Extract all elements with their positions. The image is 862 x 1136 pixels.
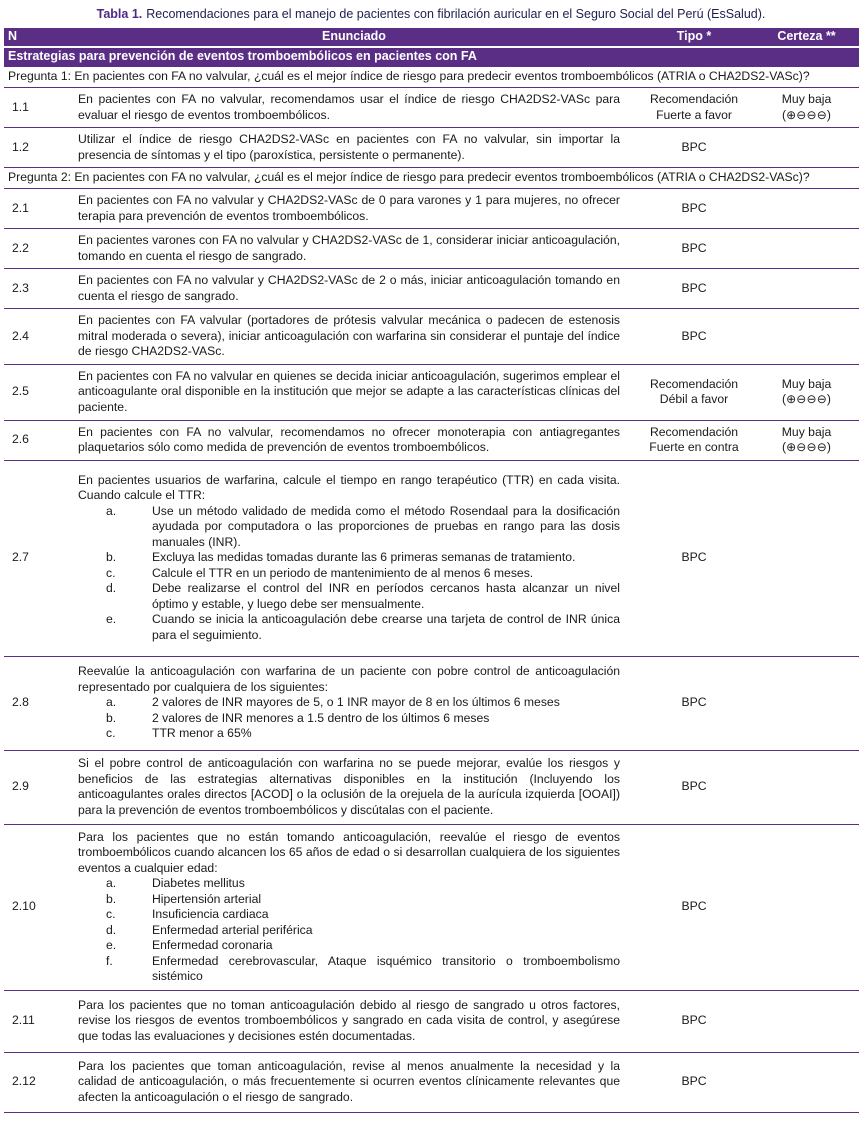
section-row — [4, 47, 859, 67]
list-text: Diabetes mellitus — [152, 876, 245, 890]
row-tipo: BPC — [634, 460, 754, 656]
row-statement — [74, 460, 634, 656]
row-number: 2.2 — [4, 229, 74, 269]
list-text: Enfermedad cerebrovascular, Ataque isquémico transitorio o tromboembolismo sistémico — [152, 953, 620, 983]
row-number: 2.7 — [4, 460, 74, 656]
list-item — [78, 876, 620, 892]
row-statement — [74, 824, 634, 990]
question-2: Pregunta 2: En pacientes con FA no valvular, ¿cuál es el mejor índice de riesgo para predecir eventos tromboembólicos (ATRIA o CHA2DS2-VASc)? — [4, 168, 859, 189]
row-certeza — [754, 990, 859, 1052]
tipo-line-2: Fuerte en contra — [649, 440, 739, 454]
table-row — [4, 1052, 859, 1112]
row-certeza — [754, 750, 859, 824]
row-number: 2.12 — [4, 1052, 74, 1112]
list-item — [78, 726, 620, 742]
section-title: Estrategias para prevención de eventos tromboembólicos en pacientes con FA — [4, 47, 859, 67]
table-row — [4, 460, 859, 656]
recommendations-table — [4, 28, 859, 1113]
list-marker: e. — [106, 612, 117, 627]
row-tipo: BPC — [634, 750, 754, 824]
row-certeza — [754, 656, 859, 750]
header-n: N — [4, 28, 74, 47]
row-number: 2.9 — [4, 750, 74, 824]
list-item — [78, 938, 620, 954]
row-number: 2.11 — [4, 990, 74, 1052]
tipo-line-2: Débil a favor — [659, 392, 729, 406]
statement-list — [78, 504, 620, 644]
row-tipo — [634, 88, 754, 128]
row-tipo: BPC — [634, 309, 754, 365]
list-text: Hipertensión arterial — [152, 891, 262, 906]
list-text: Enfermedad arterial periférica — [152, 922, 313, 937]
tipo-line-1: Recomendación — [649, 92, 739, 106]
list-text: TTR menor a 65% — [152, 726, 252, 741]
row-certeza — [754, 128, 859, 168]
list-marker: e. — [106, 938, 117, 952]
row-statement: Para los pacientes que no toman anticoagulación debido al riesgo de sangrado u otros factores, revise los riesgos de eventos tromboembólicos y sangrado en cada visita de control, y asegúrese que todas las evaluaciones y decisiones estén documentadas. — [74, 990, 634, 1052]
row-number: 2.8 — [4, 656, 74, 750]
row-number: 2.5 — [4, 364, 74, 420]
row-number: 1.2 — [4, 128, 74, 168]
table-row — [4, 269, 859, 309]
row-number: 2.4 — [4, 309, 74, 365]
row-certeza — [754, 1052, 859, 1112]
list-marker: d. — [106, 581, 117, 596]
certeza-line-2: (⊕⊖⊖⊖) — [782, 392, 831, 406]
row-number: 2.10 — [4, 824, 74, 990]
row-tipo: BPC — [634, 189, 754, 229]
row-statement: En pacientes con FA no valvular, recomendamos usar el índice de riesgo CHA2DS2-VASc para evaluar el riesgo de eventos tromboembólicos. — [74, 88, 634, 128]
header-row — [4, 28, 859, 47]
list-text: Cuando se inicia la anticoagulación debe crearse una tarjeta de control de INR única para el seguimiento. — [152, 612, 620, 642]
statement-list — [78, 876, 620, 985]
certeza-line-2: (⊕⊖⊖⊖) — [782, 107, 831, 122]
table-row — [4, 824, 859, 990]
header-certeza: Certeza ** — [754, 28, 859, 47]
row-certeza — [754, 309, 859, 365]
row-tipo: BPC — [634, 824, 754, 990]
list-text: Enfermedad coronaria — [152, 938, 273, 952]
list-item — [78, 711, 620, 727]
list-text: Excluya las medidas tomadas durante las 6 primeras semanas de tratamiento. — [152, 550, 576, 565]
row-tipo — [634, 364, 754, 420]
list-text: Debe realizarse el control del INR en períodos cercanos hasta alcanzar un nivel óptimo y estable, y luego debe ser mensualmente. — [152, 581, 620, 611]
list-marker: d. — [106, 922, 117, 937]
row-statement: En pacientes con FA no valvular y CHA2DS2-VASc de 0 para varones y 1 para mujeres, no ofrecer terapia para prevención de eventos tromboembólicos. — [74, 189, 634, 229]
table-row — [4, 128, 859, 168]
list-item — [78, 695, 620, 711]
row-statement: En pacientes varones con FA no valvular y CHA2DS2-VASc de 1, considerar iniciar anticoagulación, tomando en cuenta el riesgo de sangrado. — [74, 229, 634, 269]
row-statement: En pacientes con FA no valvular y CHA2DS2-VASc de 2 o más, iniciar anticoagulación tomando en cuenta el riesgo de sangrado. — [74, 269, 634, 309]
list-item — [78, 566, 620, 582]
list-marker: b. — [106, 891, 117, 906]
table-row — [4, 420, 859, 460]
row-certeza — [754, 364, 859, 420]
list-text: Insuficiencia cardiaca — [152, 907, 269, 921]
row-statement: En pacientes con FA no valvular en quienes se decida iniciar anticoagulación, sugerimos emplear el anticoagulante oral disponible en la institución que mejor se adapte a las características clínicas del paciente. — [74, 364, 634, 420]
table-row — [4, 189, 859, 229]
row-certeza — [754, 269, 859, 309]
list-marker: c. — [106, 726, 116, 741]
caption-text: Recomendaciones para el manejo de pacientes con fibrilación auricular en el Seguro Social del Perú (EsSalud). — [146, 7, 766, 21]
row-certeza — [754, 229, 859, 269]
row-tipo — [634, 420, 754, 460]
table-row — [4, 990, 859, 1052]
header-tipo: Tipo * — [634, 28, 754, 47]
list-item — [78, 581, 620, 612]
row-number: 2.1 — [4, 189, 74, 229]
tipo-line-2: Fuerte a favor — [656, 107, 732, 122]
table-row — [4, 656, 859, 750]
row-tipo: BPC — [634, 229, 754, 269]
statement-intro: En pacientes usuarios de warfarina, calcule el tiempo en rango terapéutico (TTR) en cada visita. Cuando calcule el TTR: — [78, 472, 620, 503]
row-certeza — [754, 189, 859, 229]
list-item — [78, 504, 620, 551]
list-item — [78, 550, 620, 566]
question-row — [4, 67, 859, 88]
row-statement: Para los pacientes que toman anticoagulación, revise al menos anualmente la necesidad y la calidad de anticoagulación, o más frecuentemente si ocurren eventos clínicamente relevantes que afecten la anticoagulación o el riesgo de sangrado. — [74, 1052, 634, 1112]
list-marker: a. — [106, 695, 117, 710]
list-item — [78, 612, 620, 643]
list-text: Calcule el TTR en un periodo de mantenimiento de al menos 6 meses. — [152, 565, 534, 580]
list-item — [78, 907, 620, 923]
row-tipo: BPC — [634, 1052, 754, 1112]
row-tipo: BPC — [634, 269, 754, 309]
row-statement: En pacientes con FA no valvular, recomendamos no ofrecer monoterapia con antiagregantes plaquetarios sólo como medida de prevención de eventos tromboembólicos. — [74, 420, 634, 460]
row-tipo: BPC — [634, 128, 754, 168]
list-item — [78, 923, 620, 939]
row-certeza — [754, 88, 859, 128]
statement-intro: Para los pacientes que no están tomando anticoagulación, reevalúe el riesgo de eventos tromboembólicos cuando alcancen los 65 años de edad o si desarrollan cualquiera de los siguientes eventos a cualquier edad: — [78, 829, 620, 875]
row-number: 2.6 — [4, 420, 74, 460]
table-row — [4, 364, 859, 420]
row-certeza — [754, 460, 859, 656]
list-text: Use un método validado de medida como el método Rosendaal para la dosificación ayudada por computadora o las proporciones de pruebas en rango para las dosis manuales (INR). — [152, 503, 620, 549]
list-marker: a. — [106, 876, 117, 890]
table-row — [4, 88, 859, 128]
question-row — [4, 168, 859, 189]
row-statement: En pacientes con FA valvular (portadores de prótesis valvular mecánica o padecen de estenosis mitral moderada o severa), iniciar anticoagulación con warfarina sin considerar el puntaje del índice de riesgo CHA2DS2-VASc. — [74, 309, 634, 365]
tipo-line-1: Recomendación — [649, 376, 739, 391]
question-1: Pregunta 1: En pacientes con FA no valvular, ¿cuál es el mejor índice de riesgo para predecir eventos tromboembólicos (ATRIA o CHA2DS2-VASc)? — [4, 67, 859, 88]
statement-list — [78, 695, 620, 742]
header-enunciado: Enunciado — [74, 28, 634, 47]
list-marker: b. — [106, 710, 117, 725]
row-statement: Utilizar el índice de riesgo CHA2DS2-VASc en pacientes con FA no valvular, sin importar la presencia de síntomas y el tipo (paroxística, persistente o permanente). — [74, 128, 634, 168]
list-marker: c. — [106, 565, 116, 580]
certeza-line-1: Muy baja — [781, 92, 832, 106]
tipo-line-1: Recomendación — [649, 424, 739, 439]
statement-intro: Reevalúe la anticoagulación con warfarina de un paciente con pobre control de anticoagulación representado por cualquiera de los siguientes: — [78, 664, 620, 694]
certeza-line-2: (⊕⊖⊖⊖) — [782, 440, 831, 454]
table-caption — [0, 0, 862, 28]
row-certeza — [754, 420, 859, 460]
list-item — [78, 892, 620, 908]
row-statement: Si el pobre control de anticoagulación con warfarina no se puede mejorar, evalúe los riesgos y beneficios de las estrategias alternativas disponibles en la institución (Incluyendo los anticoagulantes orales directos [ACOD] o la oclusión de la orejuela de la aurícula izquierda [OOAI]) para la prevención de eventos tromboembólicos y discútalas con el paciente. — [74, 750, 634, 824]
row-number: 2.3 — [4, 269, 74, 309]
list-text: 2 valores de INR menores a 1.5 dentro de los últimos 6 meses — [152, 710, 490, 725]
table-row — [4, 309, 859, 365]
list-marker: b. — [106, 550, 117, 565]
row-tipo: BPC — [634, 656, 754, 750]
row-tipo: BPC — [634, 990, 754, 1052]
table-row — [4, 229, 859, 269]
row-certeza — [754, 824, 859, 990]
list-text: 2 valores de INR mayores de 5, o 1 INR mayor de 8 en los últimos 6 meses — [152, 695, 560, 710]
list-marker: f. — [106, 953, 113, 968]
table-row — [4, 750, 859, 824]
list-marker: c. — [106, 907, 116, 921]
row-number: 1.1 — [4, 88, 74, 128]
row-statement — [74, 656, 634, 750]
certeza-line-1: Muy baja — [781, 424, 832, 439]
caption-label: Tabla 1. — [96, 7, 143, 21]
certeza-line-1: Muy baja — [781, 376, 832, 391]
list-item — [78, 954, 620, 985]
list-marker: a. — [106, 503, 117, 518]
